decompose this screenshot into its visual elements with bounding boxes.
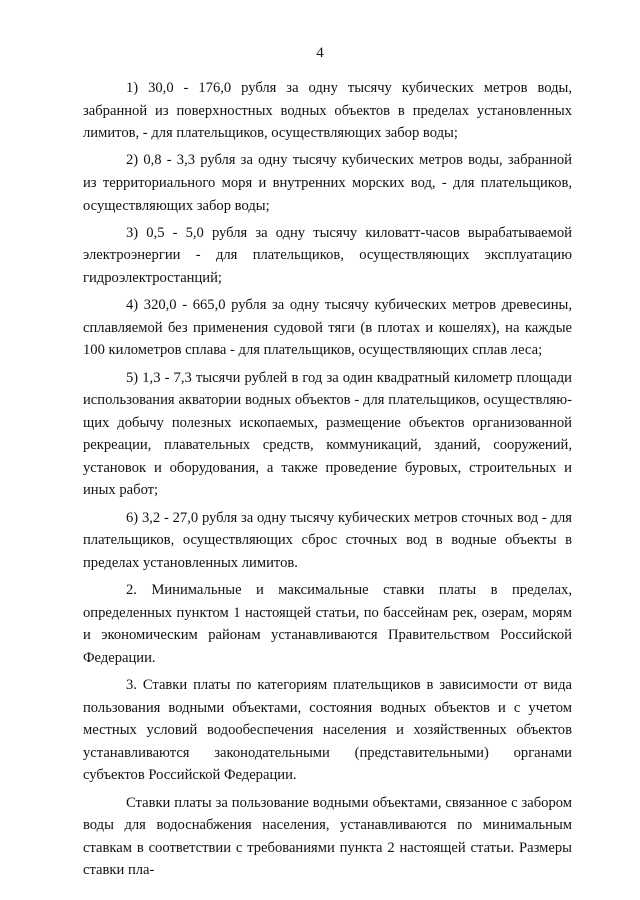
paragraph-min-max-rates: 2. Минимальные и максимальные ставки платы в пределах, определенных пунктом 1 настоящей статьи, по бассейнам рек, озерам, морям и экономическим районам устанавливаются Правительством Российской Федерации. xyxy=(83,582,572,666)
paragraph-rates-by-category: 3. Ставки платы по категориям плательщиков в зависимости от вида пользования водными объектами, состояния водных объектов и с учетом местных условий водообеспечения населения и хозяйственных объектов устанавливаются законодательными (представительными) органами субъектов Российской Федерации. xyxy=(83,677,572,784)
paragraph-rate-surface-water: 1) 30,0 - 176,0 рубля за одну тысячу кубических метров воды, забранной из поверхностных водных объектов в пределах установленных лимитов, - для плательщиков, осуществляющих забор воды; xyxy=(83,80,572,142)
paragraph-rate-wastewater: 6) 3,2 - 27,0 рубля за одну тысячу кубических метров сточных вод - для плательщиков, осуществляющих сброс сточных вод в водные объекты в пределах установленных лимитов. xyxy=(83,509,572,571)
paragraph-rate-water-area-use: 5) 1,3 - 7,3 тысячи рублей в год за один квадратный километр площади использования акватории водных объектов - для плательщиков, осуществляющих добычу полезных ископаемых, размещение объектов организованной рекреации, плавательных средств, коммуникаций, зданий, сооружений, установок и оборудования, а также проведение буровых, строительных и иных работ; xyxy=(83,369,572,499)
paragraph-rate-hydropower: 3) 0,5 - 5,0 рубля за одну тысячу киловатт-часов вырабатываемой электроэнергии - для плательщиков, осуществляющих эксплуатацию гидроэлектростанций; xyxy=(83,224,572,286)
paragraph-rate-timber-rafting: 4) 320,0 - 665,0 рубля за одну тысячу кубических метров древесины, сплавляемой без применения судовой тяги (в плотах и кошелях), на каждые 100 километров сплава - для плательщиков, осуществляющих сплав леса; xyxy=(83,297,572,359)
paragraph-rates-water-supply: Ставки платы за пользование водными объектами, связанное с забором воды для водоснабжения населения, устанавливаются по минимальным ставкам в соответствии с требованиями пункта 2 настоящей статьи. Размеры ставки пла- xyxy=(83,794,572,879)
paragraph-rate-sea-water: 2) 0,8 - 3,3 рубля за одну тысячу кубических метров воды, забранной из территориального моря и внутренних морских вод, - для плательщиков, осуществляющих забор воды; xyxy=(83,152,572,214)
document-body xyxy=(83,77,572,887)
page-number: 4 xyxy=(316,45,324,61)
